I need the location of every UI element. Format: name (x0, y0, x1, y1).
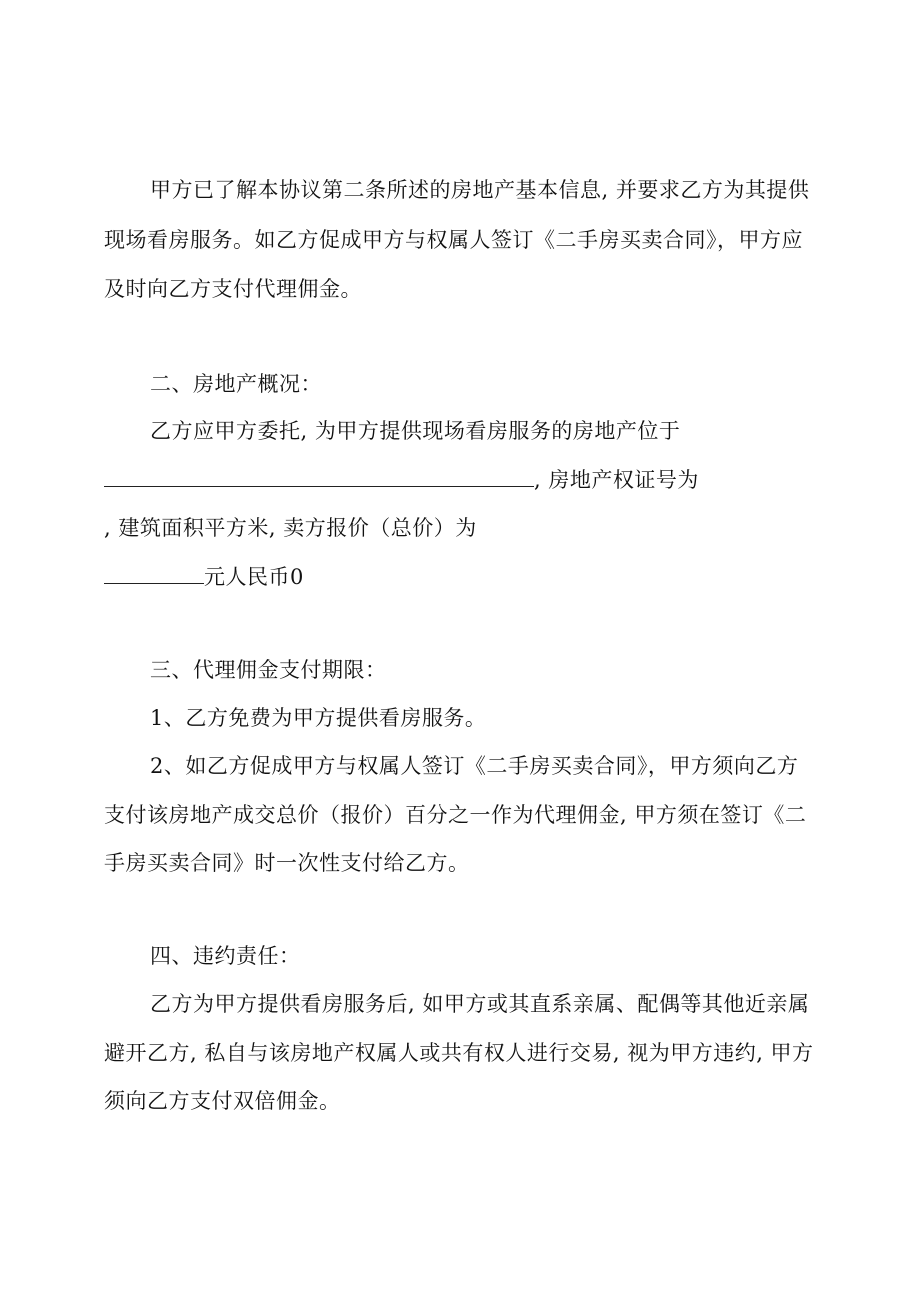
price-blank (104, 563, 204, 584)
section2-line-4-suffix: 元人民币0 (204, 565, 304, 589)
section4-heading: 四、违约责任： (150, 944, 301, 968)
section2-line-2-suffix: , 房地产权证号为 (534, 468, 699, 492)
intro-line-3: 及时向乙方支付代理佣金。 (104, 277, 362, 301)
section3-heading: 三、代理佣金支付期限： (150, 658, 387, 682)
section3-item-1: 1、乙方免费为甲方提供看房服务。 (150, 706, 487, 730)
section4-line-3: 须向乙方支付双倍佣金。 (104, 1089, 341, 1113)
intro-line-2: 现场看房服务。如乙方促成甲方与权属人签订《二手房买卖合同》，甲方应 (104, 228, 803, 252)
section3-item-2-line-1: 2、如乙方促成甲方与权属人签订《二手房买卖合同》，甲方须向乙方 (150, 754, 799, 778)
intro-line-1: 甲方已了解本协议第二条所述的房地产基本信息, 并要求乙方为其提供 (150, 178, 810, 202)
section4-line-2: 避开乙方, 私自与该房地产权属人或共有权人进行交易, 视为甲方违约, 甲方 (104, 1041, 814, 1065)
section3-item-2-line-3: 手房买卖合同》时一次性支付给乙方。 (104, 851, 470, 875)
section4-line-1: 乙方为甲方提供看房服务后, 如甲方或其直系亲属、配偶等其他近亲属 (150, 992, 810, 1016)
section2-line-1: 乙方应甲方委托, 为甲方提供现场看房服务的房地产位于 (150, 419, 681, 443)
section2-line-3: , 建筑面积平方米, 卖方报价（总价）为 (104, 516, 477, 540)
location-blank (104, 466, 534, 487)
section2-line-2 (104, 466, 699, 494)
section3-item-2-line-2: 支付该房地产成交总价（报价）百分之一作为代理佣金, 甲方须在签订《二 (104, 803, 807, 827)
section2-heading: 二、房地产概况： (150, 372, 322, 396)
section2-line-4 (104, 563, 304, 591)
